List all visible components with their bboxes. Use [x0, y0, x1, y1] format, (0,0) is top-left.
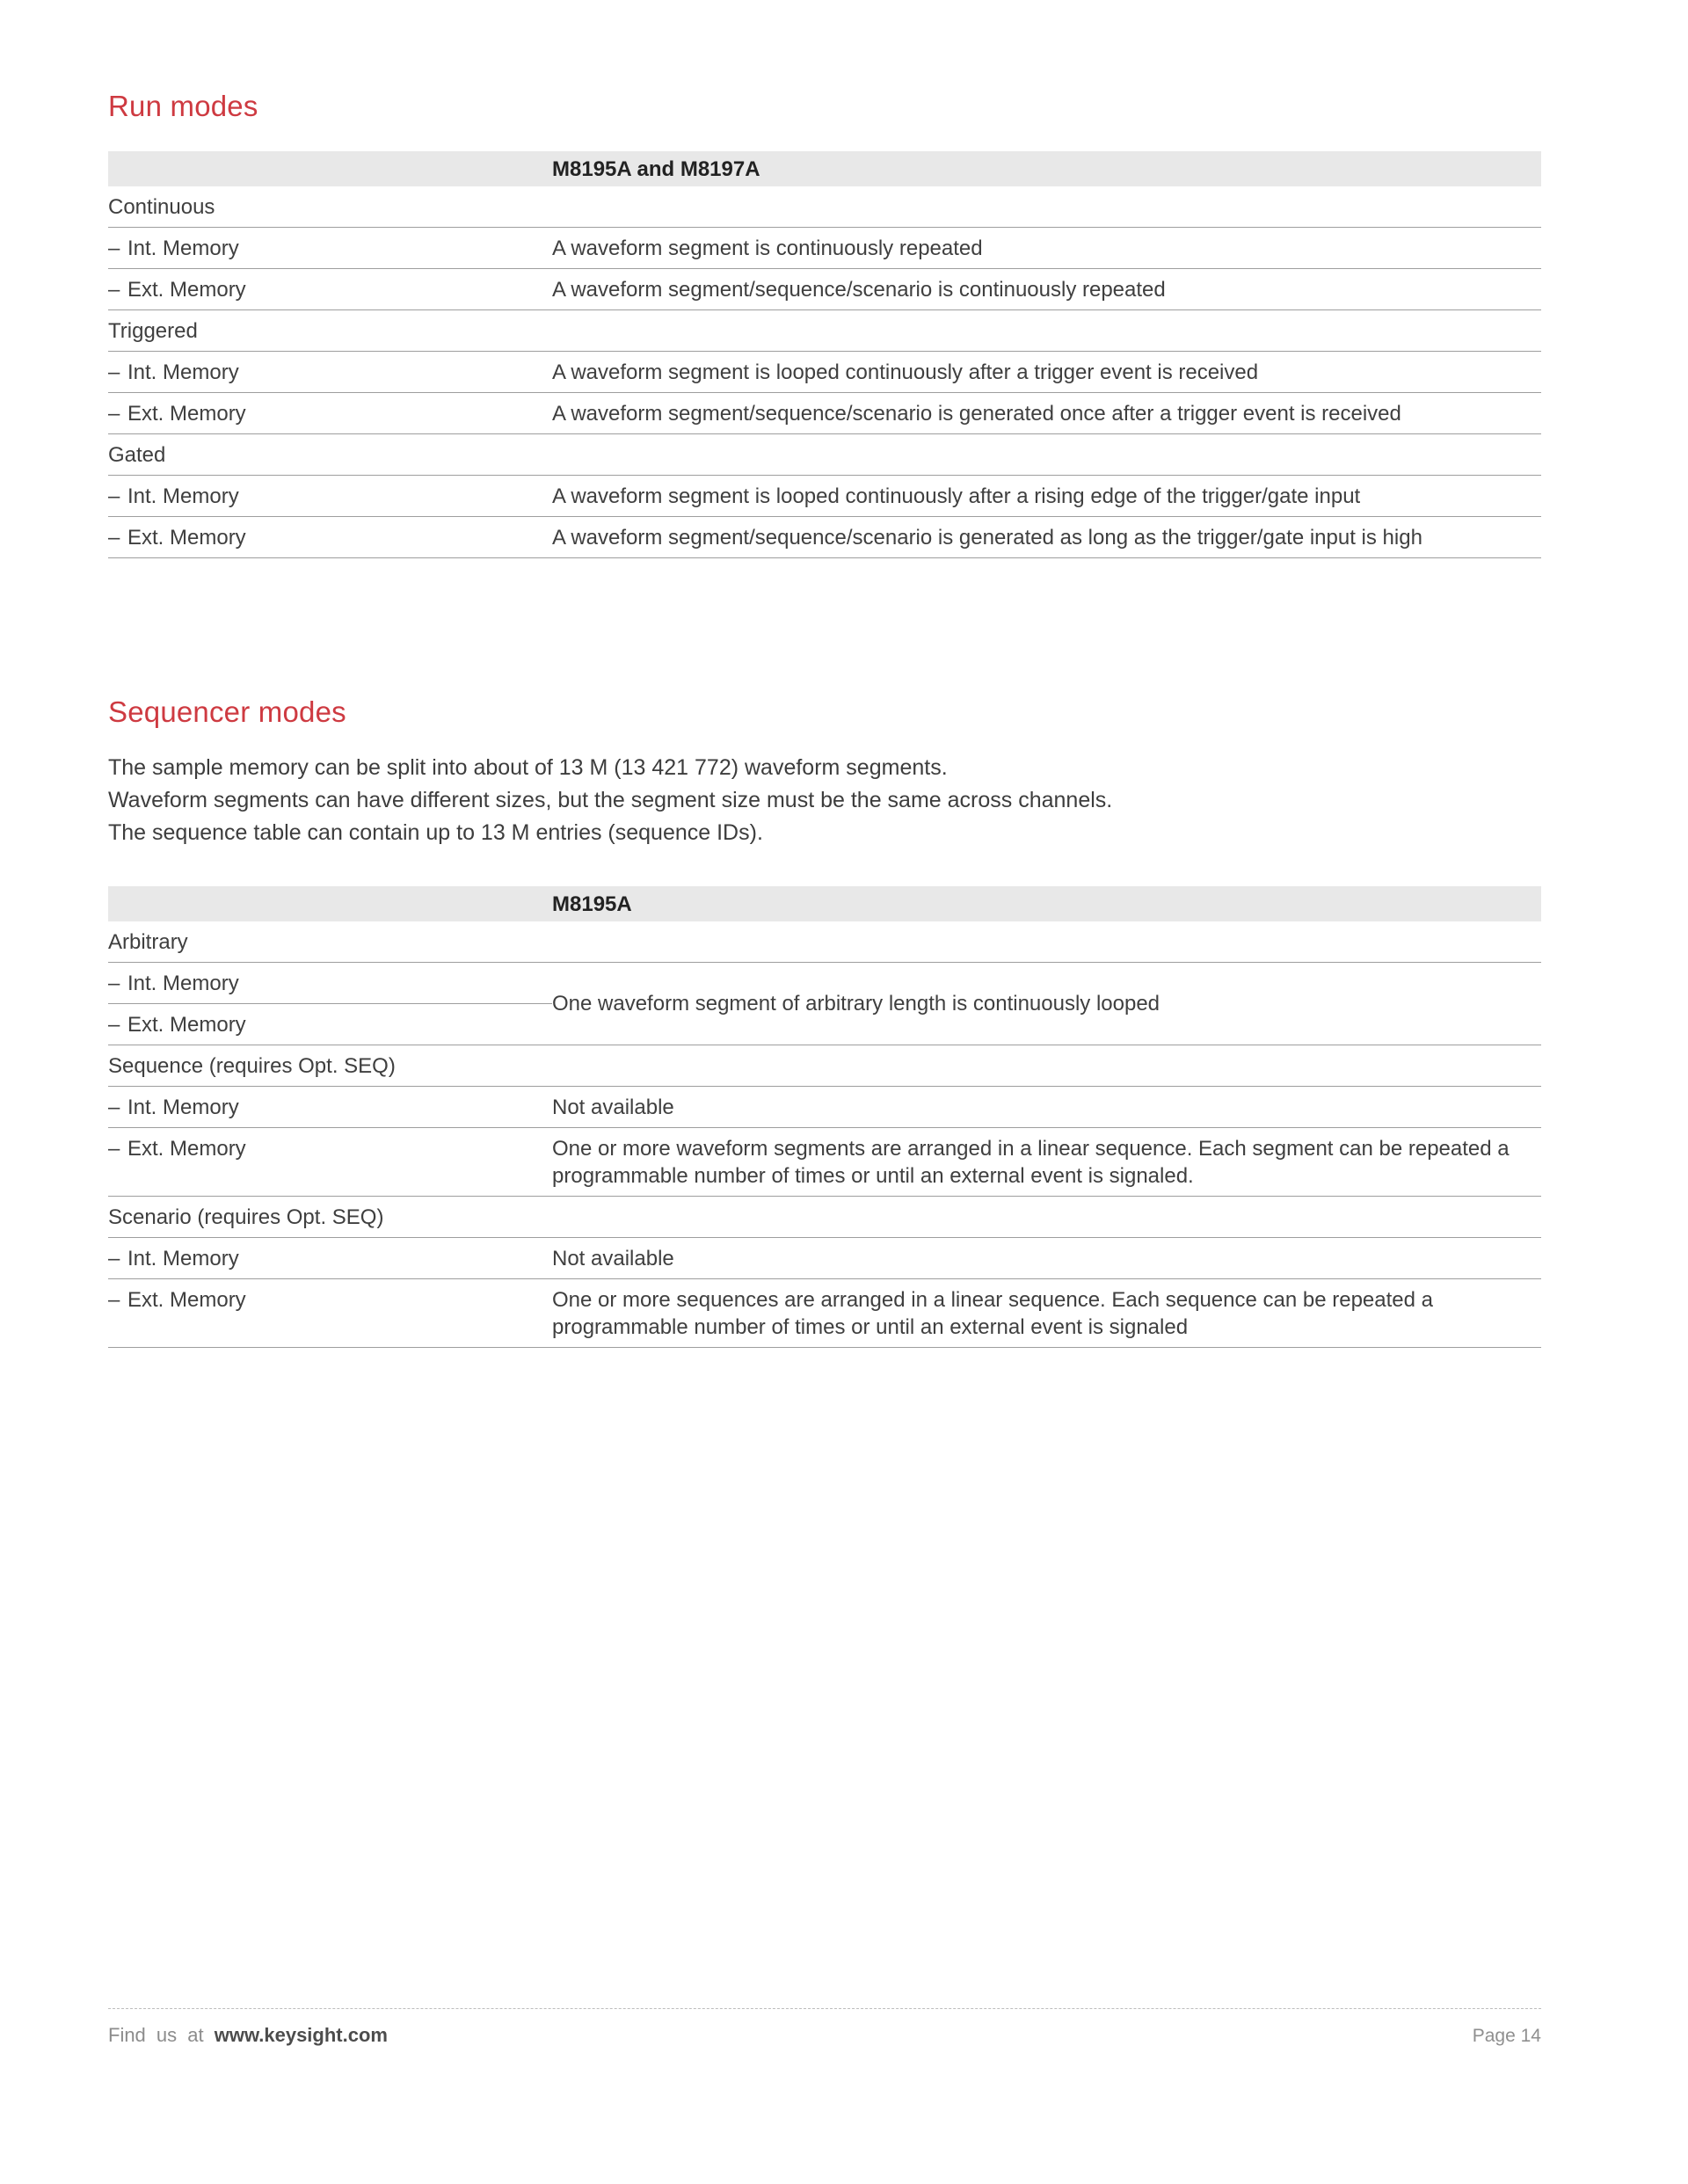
category-row: [108, 186, 1541, 228]
mode-description-shared: One waveform segment of arbitrary length is continuously looped: [552, 963, 1541, 1045]
memory-type-cell: [108, 517, 552, 558]
mode-description: One or more sequences are arranged in a linear sequence. Each sequence can be repeated a programmable number of times or until an external event is signaled: [552, 1279, 1541, 1348]
memory-type-label: Ext. Memory: [127, 1013, 246, 1037]
mode-description: A waveform segment/sequence/scenario is continuously repeated: [552, 269, 1541, 310]
table-header-model: M8195A and M8197A: [552, 151, 1541, 186]
table-row: [108, 1238, 1541, 1279]
table-row: [108, 476, 1541, 517]
dash-icon: –: [108, 1013, 120, 1037]
table-row: [108, 1279, 1541, 1348]
page-number: Page 14: [1472, 2026, 1541, 2046]
category-label: Continuous: [108, 186, 1541, 228]
memory-type-cell: [108, 963, 552, 1004]
find-us-text: [108, 2024, 388, 2047]
mode-description: A waveform segment is looped continuously after a rising edge of the trigger/gate input: [552, 476, 1541, 517]
category-row: [108, 310, 1541, 352]
run-modes-heading: Run modes: [108, 90, 258, 122]
dash-icon: –: [108, 1288, 120, 1312]
table-header-row: [108, 886, 1541, 921]
mode-description: A waveform segment is looped continuously after a trigger event is received: [552, 352, 1541, 393]
table-row: [108, 963, 1541, 1004]
dash-icon: –: [108, 972, 120, 995]
category-label: Arbitrary: [108, 921, 1541, 963]
page-footer: [108, 2008, 1541, 2047]
memory-type-cell: [108, 393, 552, 434]
mode-description: A waveform segment is continuously repeated: [552, 228, 1541, 269]
keysight-website-link[interactable]: www.keysight.com: [214, 2024, 388, 2046]
memory-type-label: Int. Memory: [127, 1096, 239, 1119]
dash-icon: –: [108, 360, 120, 384]
mode-description: One or more waveform segments are arranged in a linear sequence. Each segment can be repeated a programmable number of times or until an external event is signaled.: [552, 1128, 1541, 1197]
table-row: [108, 269, 1541, 310]
memory-type-cell: [108, 352, 552, 393]
table-row: [108, 393, 1541, 434]
memory-type-cell: [108, 1279, 552, 1348]
memory-type-cell: [108, 228, 552, 269]
table-row: [108, 517, 1541, 558]
memory-type-label: Int. Memory: [127, 484, 239, 508]
table-row: [108, 228, 1541, 269]
mode-description: Not available: [552, 1087, 1541, 1128]
dash-icon: –: [108, 526, 120, 550]
category-label: Triggered: [108, 310, 1541, 352]
category-label: Scenario (requires Opt. SEQ): [108, 1197, 1541, 1238]
run-modes-table: [108, 151, 1541, 558]
footer-row: [108, 2009, 1541, 2047]
mode-description: A waveform segment/sequence/scenario is generated as long as the trigger/gate input is high: [552, 517, 1541, 558]
category-row: [108, 1197, 1541, 1238]
mode-description: A waveform segment/sequence/scenario is generated once after a trigger event is received: [552, 393, 1541, 434]
dash-icon: –: [108, 278, 120, 302]
memory-type-cell: [108, 269, 552, 310]
table-row: [108, 1128, 1541, 1197]
category-row: [108, 1045, 1541, 1087]
table-header-model: M8195A: [552, 886, 1541, 921]
intro-line: The sequence table can contain up to 13 M entries (sequence IDs).: [108, 820, 763, 845]
intro-line: The sample memory can be split into about of 13 M (13 421 772) waveform segments.: [108, 755, 948, 780]
dash-icon: –: [108, 1096, 120, 1119]
memory-type-label: Ext. Memory: [127, 278, 246, 302]
dash-icon: –: [108, 402, 120, 426]
memory-type-label: Ext. Memory: [127, 1288, 246, 1312]
memory-type-label: Int. Memory: [127, 1247, 239, 1270]
dash-icon: –: [108, 1247, 120, 1270]
table-row: [108, 1087, 1541, 1128]
intro-line: Waveform segments can have different sizes, but the segment size must be the same across channels.: [108, 788, 1113, 812]
memory-type-label: Ext. Memory: [127, 402, 246, 426]
category-row: [108, 434, 1541, 476]
category-row: [108, 921, 1541, 963]
memory-type-label: Ext. Memory: [127, 1137, 246, 1161]
sequencer-modes-intro: [108, 752, 1541, 849]
memory-type-cell: [108, 1004, 552, 1045]
dash-icon: –: [108, 484, 120, 508]
sequencer-modes-heading: Sequencer modes: [108, 695, 346, 728]
find-us-label: Find us at: [108, 2024, 204, 2046]
mode-description: Not available: [552, 1238, 1541, 1279]
memory-type-cell: [108, 1087, 552, 1128]
category-label: Sequence (requires Opt. SEQ): [108, 1045, 1541, 1087]
sequencer-modes-table: [108, 886, 1541, 1348]
memory-type-cell: [108, 1128, 552, 1197]
memory-type-label: Int. Memory: [127, 972, 239, 995]
table-header-row: [108, 151, 1541, 186]
dash-icon: –: [108, 237, 120, 260]
category-label: Gated: [108, 434, 1541, 476]
memory-type-label: Int. Memory: [127, 360, 239, 384]
memory-type-label: Int. Memory: [127, 237, 239, 260]
table-header-spacer: [108, 886, 552, 921]
memory-type-label: Ext. Memory: [127, 526, 246, 550]
memory-type-cell: [108, 476, 552, 517]
dash-icon: –: [108, 1137, 120, 1161]
memory-type-cell: [108, 1238, 552, 1279]
table-row: [108, 352, 1541, 393]
table-header-spacer: [108, 151, 552, 186]
